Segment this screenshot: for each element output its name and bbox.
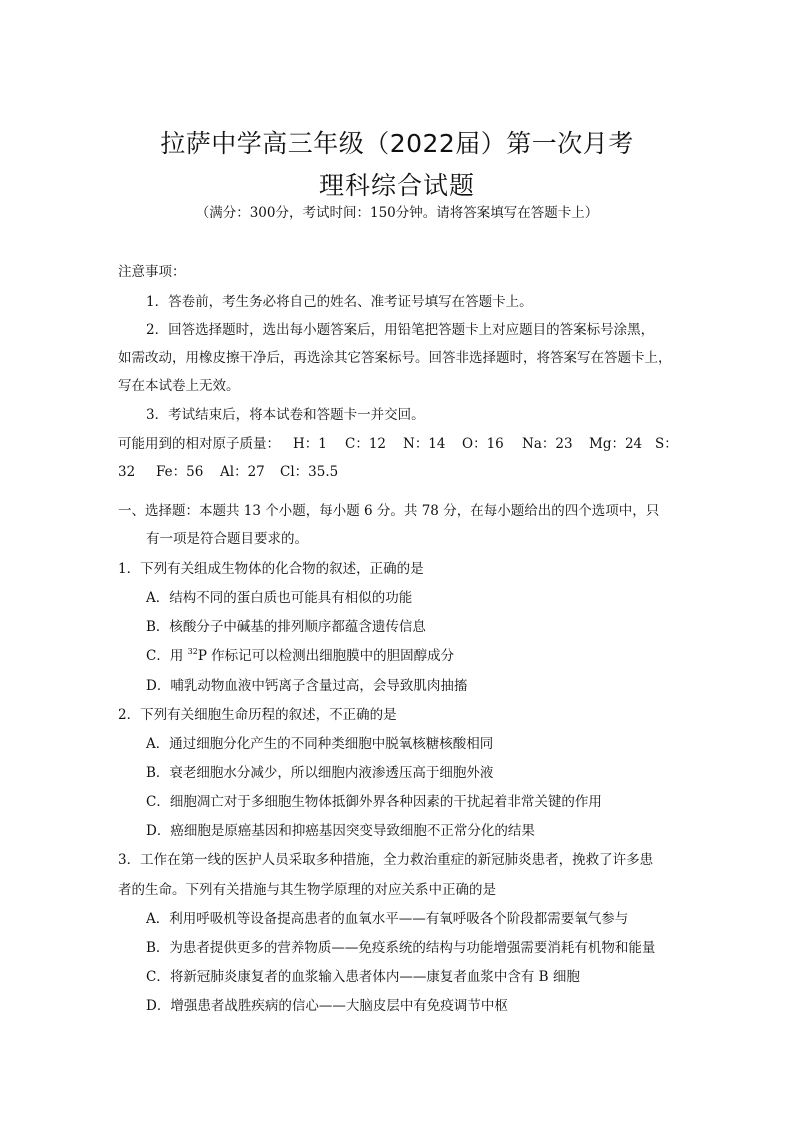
notice-item-2-line-2: 如需改动，用橡皮擦干净后，再选涂其它答案标号。回答非选择题时，将答案写在答题卡上， [118, 350, 672, 366]
question-3-option-d: D．增强患者战胜疾病的信心——大脑皮层中有免疫调节中枢 [146, 998, 508, 1014]
exam-instructions-summary: （满分：300分，考试时间：150分钟。请将答案填写在答题卡上） [195, 205, 599, 221]
exam-subject-title: 理科综合试题 [318, 171, 475, 200]
question-1-option-c-text: P 作标记可以检测出细胞膜中的胆固醇成分 [197, 648, 455, 664]
question-2-option-b: B．衰老细胞水分减少，所以细胞内液渗透压高于细胞外液 [146, 765, 494, 781]
question-2-stem: 2．下列有关细胞生命历程的叙述，不正确的是 [118, 707, 397, 723]
isotope-mass-number: 32 [187, 647, 198, 656]
atomic-mass-fe: Fe：56 [156, 464, 204, 480]
section-1-heading-line-1: 一、选择题：本题共 13 个小题，每小题 6 分。共 78 分，在每小题给出的四个选项中，只 [118, 503, 660, 519]
notice-item-3: 3．考试结束后，将本试卷和答题卡一并交回。 [146, 407, 425, 423]
question-1-option-c-prefix: C．用 [146, 648, 188, 664]
question-1-option-a: A．结构不同的蛋白质也可能具有相似的功能 [146, 590, 413, 606]
atomic-mass-c: C：12 [345, 436, 387, 452]
atomic-masses [118, 432, 678, 452]
atomic-mass-mg: Mg：24 [589, 436, 643, 452]
atomic-mass-na: Na：23 [522, 436, 573, 452]
question-1-option-d: D．哺乳动物血液中钙离子含量过高，会导致肌肉抽搐 [146, 678, 468, 694]
atomic-mass-cl: Cl：35.5 [280, 464, 339, 480]
question-3-option-b: B．为患者提供更多的营养物质——免疫系统的结构与功能增强需要消耗有机物和能量 [146, 940, 656, 956]
atomic-mass-al: Al：27 [220, 464, 265, 480]
atomic-masses-label: 可能用到的相对原子质量： [118, 436, 280, 452]
question-3-option-a: A．利用呼吸机等设备提高患者的血氧水平——有氧呼吸各个阶段都需要氧气参与 [146, 911, 629, 927]
atomic-mass-h: H：1 [293, 436, 327, 452]
exam-title: 拉萨中学高三年级（2022届）第一次月考 [160, 129, 634, 158]
atomic-mass-n: N：14 [403, 436, 446, 452]
notice-item-1: 1．答卷前，考生务必将自己的姓名、准考证号填写在答题卡上。 [146, 294, 533, 310]
question-3-stem-line-1: 3．工作在第一线的医护人员采取多种措施，全力救治重症的新冠肺炎患者，挽救了许多患 [118, 852, 654, 868]
atomic-masses-continued [118, 460, 338, 480]
question-1-stem: 1．下列有关组成生物体的化合物的叙述，正确的是 [118, 561, 424, 577]
question-3-option-c: C．将新冠肺炎康复者的血浆输入患者体内——康复者血浆中含有 B 细胞 [146, 969, 580, 985]
atomic-mass-s-value: 32 [118, 464, 136, 480]
notice-item-2-line-1: 2．回答选择题时，选出每小题答案后，用铅笔把答题卡上对应题目的答案标号涂黑， [146, 322, 655, 338]
question-2-option-a: A．通过细胞分化产生的不同种类细胞中脱氧核糖核酸相同 [146, 736, 494, 752]
question-1-option-b: B．核酸分子中碱基的排列顺序都蕴含遗传信息 [146, 619, 426, 635]
question-2-option-c: C．细胞凋亡对于多细胞生物体抵御外界各种因素的干扰起着非常关键的作用 [146, 794, 602, 810]
question-3-stem-line-2: 者的生命。下列有关措施与其生物学原理的对应关系中正确的是 [118, 882, 496, 898]
notice-heading: 注意事项： [118, 264, 186, 280]
question-2-option-d: D．癌细胞是原癌基因和抑癌基因突变导致细胞不正常分化的结果 [146, 823, 535, 839]
atomic-mass-s-label: S： [655, 436, 678, 452]
atomic-mass-o: O：16 [462, 436, 504, 452]
section-1-heading-line-2: 有一项是符合题目要求的。 [146, 531, 308, 547]
question-1-option-c [146, 644, 454, 664]
notice-item-2-line-3: 写在本试卷上无效。 [118, 378, 240, 394]
